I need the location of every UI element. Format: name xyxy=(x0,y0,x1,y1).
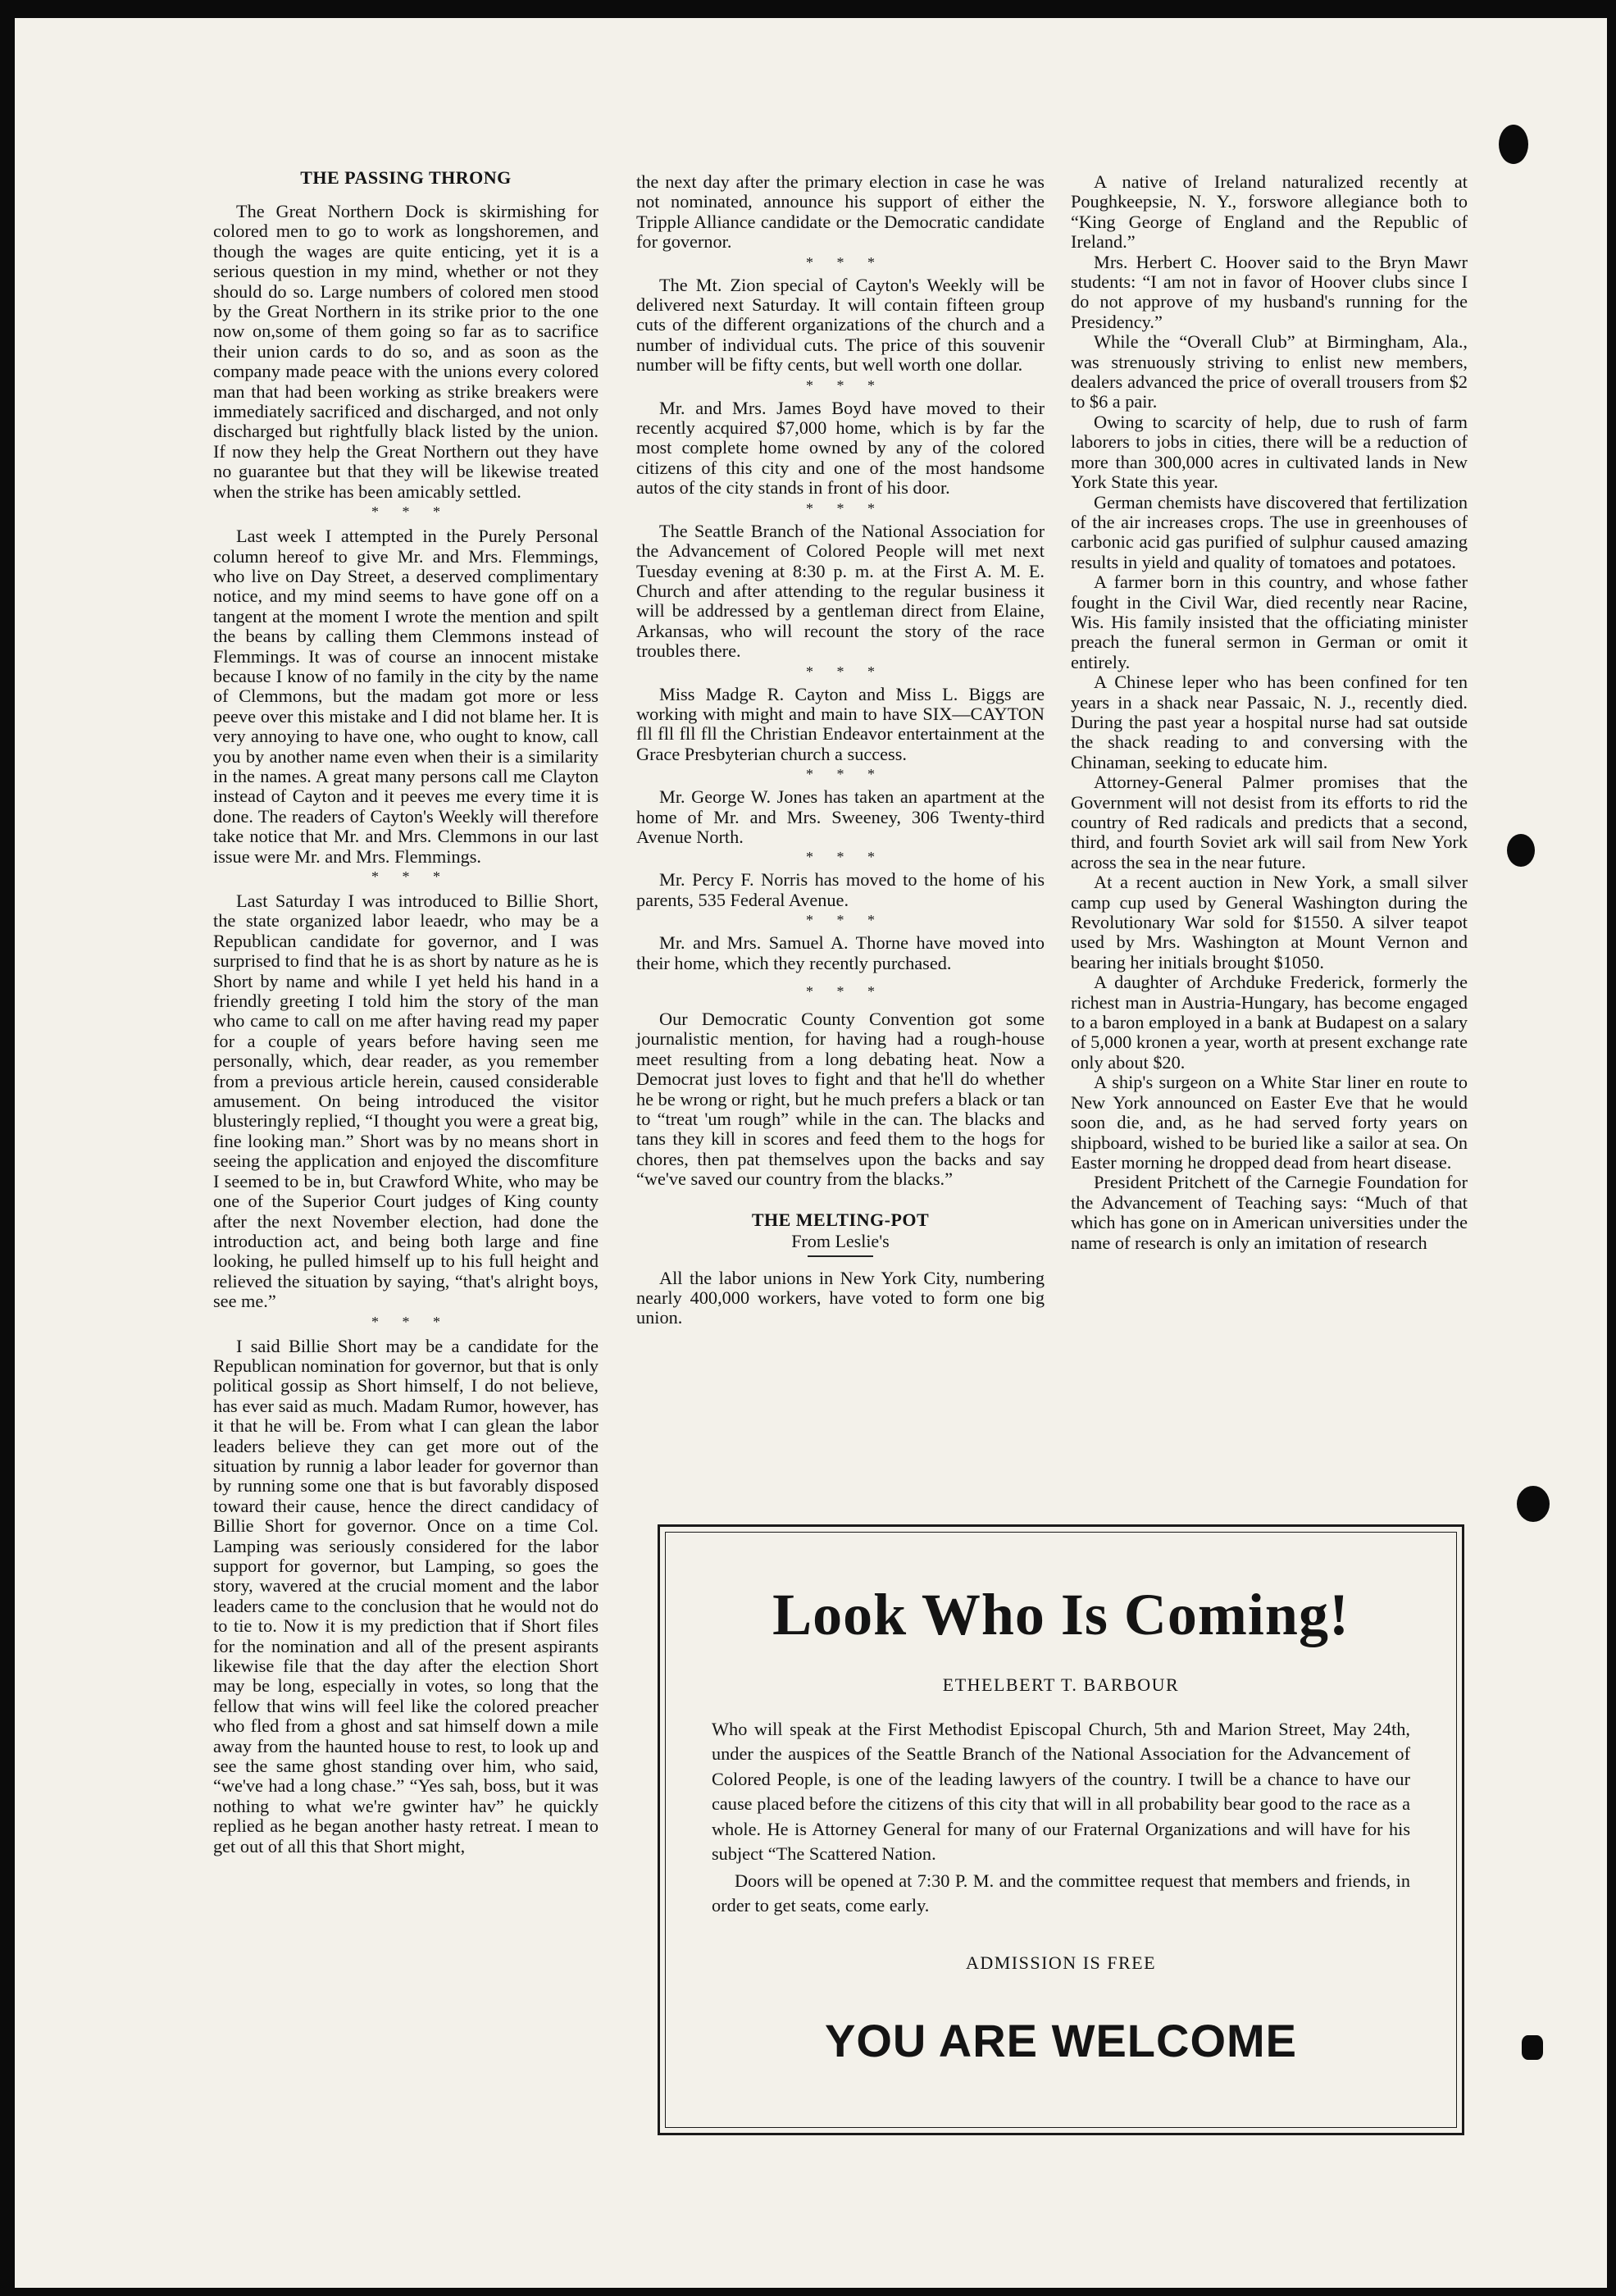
column-1 xyxy=(213,167,599,1856)
ad-speaker-name: ETHELBERT T. BARBOUR xyxy=(942,1674,1180,1695)
advertisement-inner-border xyxy=(665,1532,1457,2128)
news-item: Owing to scarcity of help, due to rush of farm laborers to jobs in cities, there will be a reduction of more than 300,000 acres in cultivated lands in New York State this year. xyxy=(1071,411,1468,493)
melting-pot-heading: THE MELTING-POT xyxy=(751,1209,930,1230)
article-paragraph: I said Billie Short may be a candidate for the Republican nomination for governor, but that is only political gossip as Short himself, I do not believe, has ever said as much. Madam Rumor, however, has it that he will be. From what I can glean the labor leaders believe they can get more out of the situation by runnig a labor leader for governor than by running some one that is but favorably disposed toward their cause, hence the direct candidacy of Billie Short for governor. Once on a time Col. Lamping was seriously considered for the labor support for governor, but Lamping, so goes the story, wavered at the crucial moment and the labor leaders came to the conclusion that he would not do to tie to. Now it is my prediction that if Short files for the nomination and all of the present aspirants likewise file that the day after the election Short may be long, especially in votes, so long that the fellow that wins will feel like the colored preacher who fled from a ghost and sat himself down a mile away from the haunted house to rest, to look up and see the same ghost standing over him, who said, “we've had a long chase.” “Yes sah, boss, but it was nothing to what we're gwinter hav” he quickly replied as he began another hasty retreat. I mean to get out of all this that Short might, xyxy=(213,1335,599,1856)
news-item: A native of Ireland naturalized recently at Poughkeepsie, N. Y., forswore allegiance both to “King George of England and the Republic of Ireland.” xyxy=(1071,171,1468,253)
article-paragraph: The Great Northern Dock is skirmishing for colored men to go to work as longshoremen, and though the wages are quite enticing, yet it is a serious question in my mind, whether or not they should do so. Large numbers of colored men stood by the Great Northern in its strike prior to the one now on,some of them going so far as to sacrifice their union cards to do so, and as soon as the company made peace with the unions every colored man that had been working as strike breakers were immediately sacrificed and discharged, and not only discharged but rightfully black listed by the union. If now they help the Great Northern out they have no guarantee but that they will be likewise treated when the strike has been amicably settled. xyxy=(213,201,599,502)
article-paragraph: All the labor unions in New York City, numbering nearly 400,000 workers, have voted to form one big union. xyxy=(636,1267,1045,1328)
news-item: While the “Overall Club” at Birmingham, Ala., was strenuously striving to enlist new members, dealers advanced the price of overall trousers from $2 to $6 a pair. xyxy=(1071,331,1468,412)
article-paragraph: Mr. Percy F. Norris has moved to the home of his parents, 535 Federal Avenue. xyxy=(636,869,1045,910)
article-paragraph: The Seattle Branch of the National Association for the Advancement of Colored People will met next Tuesday evening at 8:30 p. m. at the First A. M. E. Church and after attending to the regular business it will be addressed by a gentleman direct from Elaine, Arkansas, who will recount the story of the race troubles there. xyxy=(636,520,1045,662)
event-advertisement xyxy=(658,1524,1464,2135)
passing-throng-heading: THE PASSING THRONG xyxy=(300,167,512,188)
ad-admission-text: ADMISSION IS FREE xyxy=(965,1952,1157,1973)
news-item: A ship's surgeon on a White Star liner en route to New York announced on Easter Eve that he would soon die, and, as he had served forty years on shipboard, wished to be buried like a sailor at sea. On Easter morning he dropped dead from heart disease. xyxy=(1071,1072,1468,1173)
article-paragraph: Our Democratic County Convention got some journalistic mention, for having had a rough-house meet resulting from a long debating heat. Now a Democrat just loves to fight and that he'll do whether he be wrong or right, but he much prefers a black or tan to “treat 'um rough” while in the can. The blacks and tans they kill in scores and feed them to the hogs for chores, then pat themselves upon the backs and say “we've saved our country from the blacks.” xyxy=(636,1009,1045,1190)
section-separator: * * * xyxy=(806,983,885,1000)
news-item: Mrs. Herbert C. Hoover said to the Bryn Mawr students: “I am not in favor of Hoover clubs since I do not approve of my husband's running for the Presidency.” xyxy=(1071,251,1468,332)
article-paragraph: Miss Madge R. Cayton and Miss L. Biggs are working with might and main to have SIX—CAYTON fll fll fll fll the Christian Endeavor entertainment at the Grace Presbyterian church a success. xyxy=(636,683,1045,764)
scan-blemish xyxy=(1522,2035,1543,2060)
section-separator: * * * xyxy=(806,499,885,517)
section-separator: * * * xyxy=(371,503,450,521)
news-item: Attorney-General Palmer promises that the Government will not desist from its efforts to rid the country of Red radicals and predicts that a second, third, and fourth Soviet ark will sail from New York across the sea in the near future. xyxy=(1071,772,1468,872)
article-paragraph: The Mt. Zion special of Cayton's Weekly will be delivered next Saturday. It will contain fifteen group cuts of the different organizations of the church and a number of individual cuts. The price of this souvenir number will be fifty cents, but well worth one dollar. xyxy=(636,274,1045,376)
newspaper-page xyxy=(15,18,1607,2288)
article-paragraph: Mr. George W. Jones has taken an apartment at the home of Mr. and Mrs. Sweeney, 306 Twenty-third Avenue North. xyxy=(636,786,1045,847)
news-item: At a recent auction in New York, a small silver camp cup used by General Washington during the Revolutionary War sold for $1550. A silver teapot used by Mrs. Washington at Mount Vernon and bearing her initials brought $1050. xyxy=(1071,872,1468,973)
ad-welcome-text: YOU ARE WELCOME xyxy=(824,2015,1298,2066)
article-paragraph: the next day after the primary election in case he was not nominated, announce his support of either the Tripple Alliance candidate or the Democratic candidate for governor. xyxy=(636,171,1045,253)
section-separator: * * * xyxy=(371,868,450,885)
section-separator: * * * xyxy=(806,663,885,680)
article-paragraph: Last Saturday I was introduced to Billie Short, the state organized labor leaedr, who may be a Republican candidate for governor, and I was surprised to find that he is as short by nature as he is Short by name and while I yet held his hand in a friendly greeting I told him the story of the man who came to call on me after having read my paper for a couple of years before having seen me personally, which, dear reader, as you remember from a previous article herein, caused considerable amusement. On being introduced the visitor blusteringly replied, “I thought you were a great big, fine looking man.” Short was by no means short in seeing the application and enjoyed the discomfiture I seemed to be in, but Crawford White, who may be one of the Superior Court judges of King county after the next November election, had done the introduction act, and being both large and fine looking, he pulled himself up to his full height and relieved the situation by saying, “that's alright boys, see me.” xyxy=(213,891,599,1312)
scan-blemish xyxy=(1517,1486,1550,1522)
column-3 xyxy=(1071,172,1468,1253)
section-separator: * * * xyxy=(806,766,885,783)
news-item: A daughter of Archduke Frederick, formerly the richest man in Austria-Hungary, has become engaged to a baron employed in a bank at Budapest on a salary of 5,000 kronen a year, worth at present exchange rate only about $20. xyxy=(1071,972,1468,1073)
ad-doors-text: Doors will be opened at 7:30 P. M. and the committee request that members and friends, in order to get seats, come early. xyxy=(712,1870,1410,1916)
news-item: A farmer born in this country, and whose father fought in the Civil War, died recently near Racine, Wis. His family insisted that the officiating minister preach the funeral sermon in German or omit it entirely. xyxy=(1071,572,1468,672)
article-paragraph: Mr. and Mrs. Samuel A. Thorne have moved into their home, which they recently purchased. xyxy=(636,932,1045,973)
article-paragraph: Mr. and Mrs. James Boyd have moved to their recently acquired $7,000 home, which is by far the most complete home owned by any of the colored citizens of this city and one of the most handsome autos of the city stands in front of his door. xyxy=(636,397,1045,499)
news-item: President Pritchett of the Carnegie Foundation for the Advancement of Teaching says: “Much of that which has gone on in American universities under the name of research is only an imitation of research xyxy=(1071,1172,1468,1253)
section-separator: * * * xyxy=(371,1313,450,1330)
news-item: German chemists have discovered that fertilization of the air increases crops. The use in greenhouses of carbonic acid gas purified of sulphur caused amazing results in yield and quality of tomatoes and potatoes. xyxy=(1071,491,1468,572)
scan-blemish xyxy=(1499,125,1528,164)
section-separator: * * * xyxy=(806,253,885,271)
ad-body-text: Who will speak at the First Methodist Episcopal Church, 5th and Marion Street, May 24th, under the auspices of the Seattle Branch of the National Association for the Advancement of Colored People, is one of the leading lawyers of the country. I twill be a chance to have our cause placed before the citizens of this city that will in all probability bear good to the race as a whole. He is Attorney General for many of our Fraternal Organizations and will have for his subject “The Scattered Nation. xyxy=(712,1719,1410,1865)
article-paragraph: Last week I attempted in the Purely Personal column hereof to give Mr. and Mrs. Flemmings, who live on Day Street, a deserved complimentary notice, and my mind seems to have gone off on a tangent at the moment I wrote the mention and spilt the beans by calling them Clemmons instead of Flemmings. It was of course an innocent mistake because I know of no family in the city by the name of Clemmons, but the madam got more or less peeve over this mistake and I did not blame her. It is very annoying to have one, who ought to know, call you by another name even when their is a similarity in the names. A great many persons call me Clayton instead of Cayton and it peeves me every time it is done. The readers of Cayton's Weekly will therefore take notice that Mr. and Mrs. Clemmons in our last issue were Mr. and Mrs. Flemmings. xyxy=(213,526,599,867)
melting-pot-source: From Leslie's xyxy=(791,1230,890,1251)
section-separator: * * * xyxy=(806,376,885,394)
section-separator: * * * xyxy=(806,912,885,929)
section-separator: * * * xyxy=(806,849,885,866)
scan-blemish xyxy=(1507,834,1535,867)
ad-title: Look Who Is Coming! xyxy=(772,1582,1350,1647)
heading-rule xyxy=(808,1255,873,1257)
column-2 xyxy=(636,172,1045,1328)
news-item: A Chinese leper who has been confined for ten years in a shack near Passaic, N. J., recently died. During the past year a hospital nurse had sat outside the shack reading to and conversing with the Chinaman, seeking to educate him. xyxy=(1071,672,1468,772)
